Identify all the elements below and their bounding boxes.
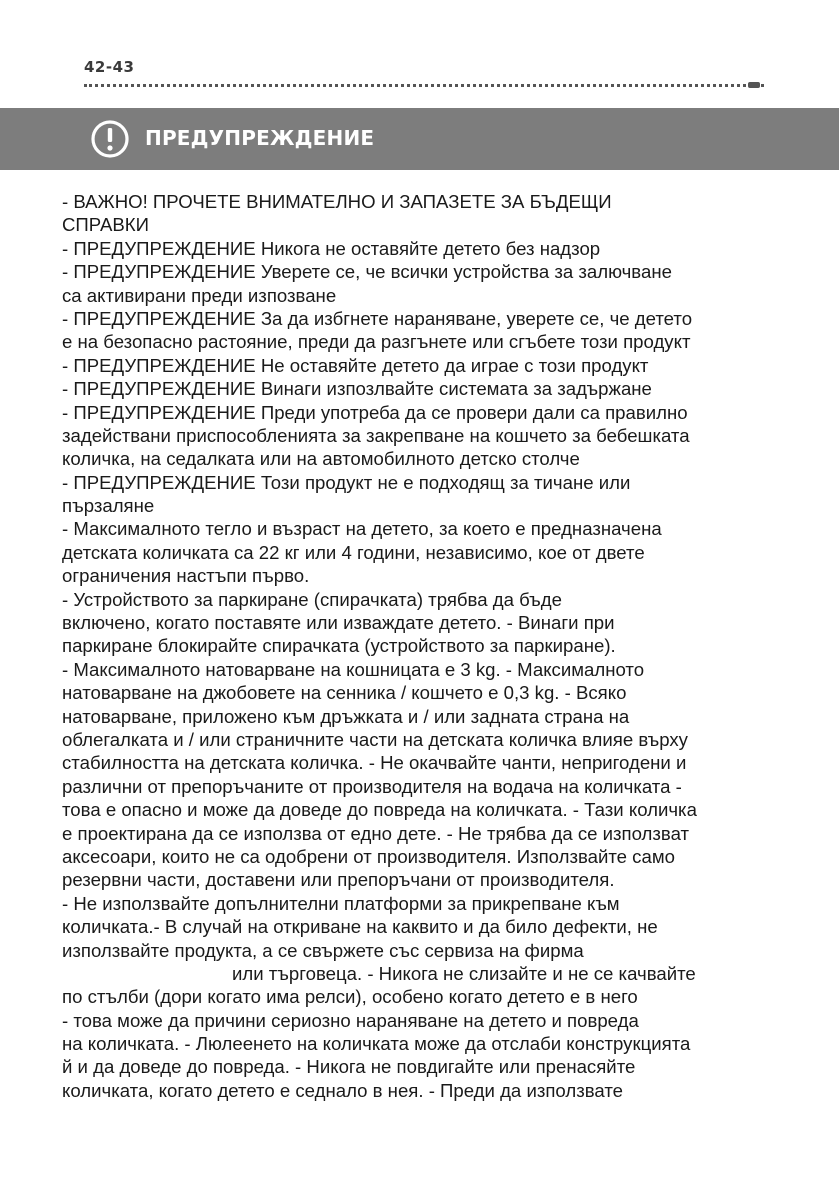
text-line: пързаляне	[62, 495, 155, 517]
text-line: - Максималното тегло и възраст на детето, за което е предназначена	[62, 518, 662, 540]
text-line: й и да доведе до повреда. - Никога не повдигайте или пренасяйте	[62, 1056, 636, 1078]
exclamation-circle-icon	[90, 119, 130, 159]
text-line: - ПРЕДУПРЕЖДЕНИЕ Винаги изпозлвайте системата за задържане	[62, 378, 652, 400]
text-line: ограничения настъпи първо.	[62, 565, 310, 587]
text-line: на количката. - Люлеенето на количката може да отслаби конструкцията	[62, 1033, 691, 1055]
dotted-divider	[84, 84, 764, 87]
text-line: натоварване на джобовете на сенника / кошчето е 0,3 kg. - Всяко	[62, 682, 627, 704]
text-line: - ПРЕДУПРЕЖДЕНИЕ Уверете се, че всички устройства за залючване	[62, 261, 672, 283]
text-line: е на безопасно растояние, преди да разгънете или сгъбете този продукт	[62, 331, 691, 353]
text-line: - ПРЕДУПРЕЖДЕНИЕ Не оставяйте детето да играе с този продукт	[62, 354, 649, 376]
text-line: детската количката са 22 кг или 4 години, независимо, кое от двете	[62, 541, 645, 563]
text-line: паркиране блокирайте спирачката (устройството за паркиране).	[62, 635, 616, 657]
divider-end-mark	[748, 82, 760, 88]
text-line: по стълби (дори когато има релси), особено когато детето е в него	[62, 986, 638, 1008]
text-line: задействани приспособленията за закрепване на кошчето за бебешката	[62, 424, 690, 446]
text-line: резервни части, доставени или препоръчани от производителя.	[62, 869, 615, 891]
text-line: количка, на седалката или на автомобилното детско столче	[62, 448, 580, 470]
text-line: различни от препоръчаните от производителя на водача на количката -	[62, 775, 682, 797]
text-line: натоварване, приложено към дръжката и / или задната страна на	[62, 705, 630, 727]
text-line: са активирани преди изпозване	[62, 284, 337, 306]
warning-text-body	[62, 190, 792, 1102]
text-line: облегалката и / или страничните части на детската количка влияе върху	[62, 728, 688, 750]
text-line: използвайте продукта, а се свържете със сервиза на фирма	[62, 939, 584, 961]
text-line: - Максималното натоварване на кошницата е 3 kg. - Максималното	[62, 658, 645, 680]
text-line: включено, когато поставяте или изваждате детето. - Винаги при	[62, 612, 615, 634]
page-number: 42-43	[84, 58, 135, 76]
text-line: - Не използвайте допълнителни платформи за прикрепване към	[62, 892, 620, 914]
text-line: СПРАВКИ	[62, 214, 149, 236]
text-line: - ВАЖНО! ПРОЧЕТЕ ВНИМАТЕЛНО И ЗАПАЗЕТЕ ЗА БЪДЕЩИ	[62, 191, 612, 212]
text-line: - ПРЕДУПРЕЖДЕНИЕ Преди употреба да се провери дали са правилно	[62, 401, 688, 423]
text-line: стабилността на детската количка. - Не окачвайте чанти, непригодени и	[62, 752, 687, 774]
text-line: - това може да причини сериозно нараняване на детето и повреда	[62, 1009, 639, 1031]
text-line: - ПРЕДУПРЕЖДЕНИЕ Никога не оставяйте детето без надзор	[62, 237, 601, 259]
text-line: - ПРЕДУПРЕЖДЕНИЕ Този продукт не е подходящ за тичане или	[62, 471, 631, 493]
text-line: количката.- В случай на откриване на каквито и да било дефекти, не	[62, 916, 658, 938]
text-line: - Устройството за паркиране (спирачката) трябва да бъде	[62, 588, 562, 610]
text-line: аксесоари, които не са одобрени от производителя. Използвайте само	[62, 845, 675, 867]
text-line: - ПРЕДУПРЕЖДЕНИЕ За да избгнете нараняване, уверете се, че детето	[62, 307, 693, 329]
warning-title: ПРЕДУПРЕЖДЕНИЕ	[145, 126, 375, 150]
text-line: е проектирана да се използва от едно дете. - Не трябва да се използват	[62, 822, 690, 844]
text-line: количката, когато детето е седнало в нея. - Преди да използвате	[62, 1079, 623, 1101]
text-line: или търговеца. - Никога не слизайте и не се качвайте	[232, 962, 696, 984]
text-line: това е опасно и може да доведе до повреда на количката. - Тази количка	[62, 799, 697, 821]
